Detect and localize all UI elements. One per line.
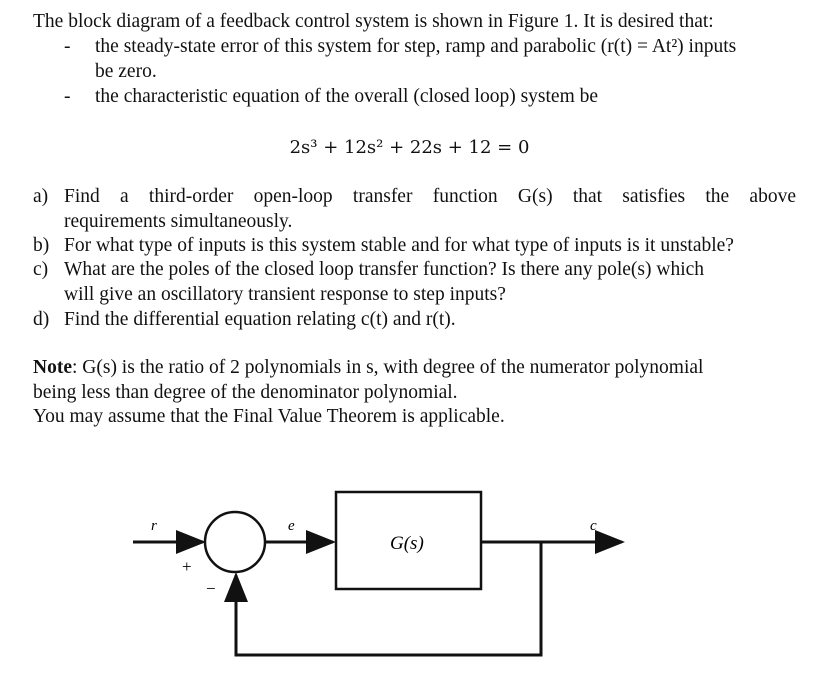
question-a-line2: requirements simultaneously. [64,211,293,232]
characteristic-equation: 2s³ + 12s² + 22s + 12 = 0 [289,137,530,158]
question-b-line1: For what type of inputs is this system stable and for what type of inputs is it unstable? [64,235,734,256]
bullet-dash: - [64,86,71,107]
minus-sign: − [206,579,216,598]
input-label: r [151,518,157,534]
intro-text: The block diagram of a feedback control system is shown in Figure 1. It is desired that: [33,11,714,32]
question-label: b) [33,235,50,256]
question-label: d) [33,309,50,330]
question-a-line1: Find a third-order open-loop transfer function G(s) that satisfies the above [64,186,796,207]
bullet-1-line1: the steady-state error of this system for step, ramp and parabolic (r(t) = At²) inputs [95,36,737,57]
note-text: : G(s) is the ratio of 2 polynomials in s, with degree of the numerator polynomial [71,357,704,378]
question-c-line2: will give an oscillatory transient response to step inputs? [64,284,506,305]
question-d-line1: Find the differential equation relating c(t) and r(t). [64,309,456,330]
note-line3: You may assume that the Final Value Theorem is applicable. [33,406,505,427]
bullet-2-line1: the characteristic equation of the overall (closed loop) system be [95,86,599,107]
output-label: c [590,518,597,534]
note-label: Note [33,357,72,378]
plus-sign: + [182,557,192,576]
question-label: c) [33,259,49,280]
block-label: G(s) [390,533,424,554]
question-label: a) [33,186,49,207]
feedback-path [236,542,541,655]
question-c-line1: What are the poles of the closed loop transfer function? Is there any pole(s) which [64,259,705,280]
summing-junction [205,512,265,572]
note-line2: being less than degree of the denominator polynomial. [33,382,458,403]
bullet-1-line2: be zero. [95,61,157,82]
error-label: e [288,518,295,534]
bullet-dash: - [64,36,71,57]
